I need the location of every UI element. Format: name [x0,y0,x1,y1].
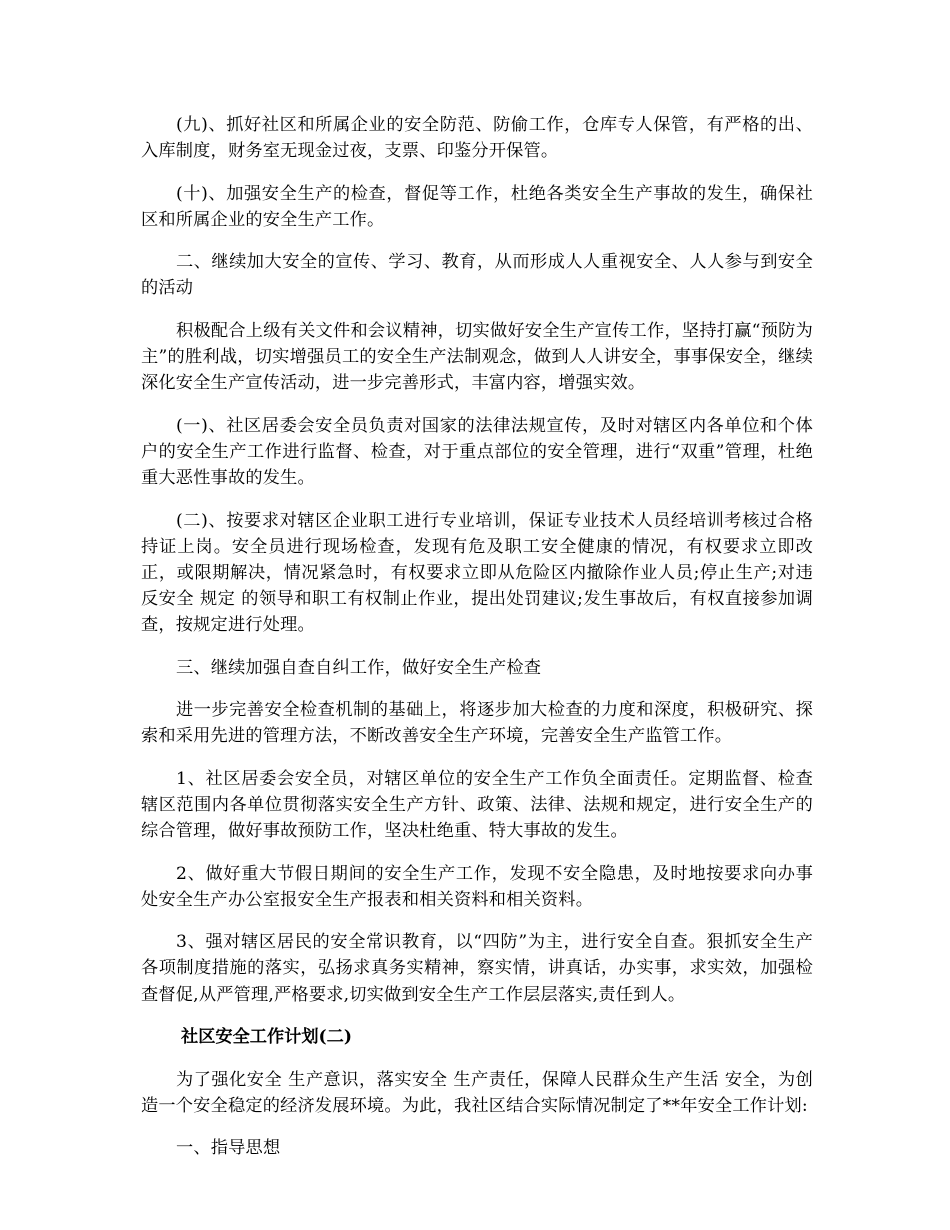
section-heading-3: 三、继续加强自查自纠工作，做好安全生产检查 [176,657,542,678]
document-section-title: 社区安全工作计划(二) [181,1027,352,1048]
paragraph-item-10: (十)、加强安全生产的检查，督促等工作，杜绝各类安全生产事故的发生，确保社区和所属企业的安全生产工作。 [141,183,813,230]
paragraph-inspection: 进一步完善安全检查机制的基础上，将逐步加大检查的力度和深度，积极研究、探索和采用先进的管理方法，不断改善安全生产环境，完善安全生产监管工作。 [141,700,813,747]
paragraph-item-1: (一)、社区居委会安全员负责对国家的法律法规宣传，及时对辖区内各单位和个体户的安全生产工作进行监督、检查，对于重点部位的安全管理，进行“双重”管理，杜绝重大恶性事故的发生。 [141,415,813,489]
paragraph-point-2: 2、做好重大节假日期间的安全生产工作，发现不安全隐患，及时地按要求向办事处安全生产办公室报安全生产报表和相关资料和相关资料。 [141,863,813,910]
section-heading-guiding-thought: 一、指导思想 [176,1138,281,1159]
paragraph-item-2: (二)、按要求对辖区企业职工进行专业培训，保证专业技术人员经培训考核过合格持证上岗。安全员进行现场检查，发现有危及职工安全健康的情况，有权要求立即改正，或限期解决，情况紧急时，有权要求立即从危险区内撤除作业人员;停止生产;对违反安全 规定 的领导和职工有权制止作业，提出处罚建议;发生事故后，有权直接参加调查，按规定进行处理。 [141,510,813,635]
section-heading-2: 二、继续加大安全的宣传、学习、教育，从而形成人人重视安全、人人参与到安全的活动 [141,252,813,299]
document-page [141,112,813,1178]
paragraph-propaganda: 积极配合上级有关文件和会议精神，切实做好安全生产宣传工作，坚持打赢“预防为主”的胜利战，切实增强员工的安全生产法制观念，做到人人讲安全，事事保安全，继续深化安全生产宣传活动，进一步完善形式，丰富内容，增强实效。 [141,321,813,394]
paragraph-item-9: (九)、抓好社区和所属企业的安全防范、防偷工作，仓库专人保管，有严格的出、入库制度，财务室无现金过夜，支票、印鉴分开保管。 [141,115,813,162]
paragraph-intro: 为了强化安全 生产意识，落实安全 生产责任，保障人民群众生产生活 安全，为创造一个安全稳定的经济发展环境。为此，我社区结合实际情况制定了**年安全工作计划: [141,1069,813,1116]
paragraph-point-1: 1、社区居委会安全员，对辖区单位的安全生产工作负全面责任。定期监督、检查辖区范围内各单位贯彻落实安全生产方针、政策、法律、法规和规定，进行安全生产的综合管理，做好事故预防工作，坚决杜绝重、特大事故的发生。 [141,768,813,842]
paragraph-point-3: 3、强对辖区居民的安全常识教育，以“四防”为主，进行安全自查。狠抓安全生产各项制度措施的落实，弘扬求真务实精神，察实情，讲真话，办实事，求实效，加强检查督促,从严管理,严格要求,切实做到安全生产工作层层落实,责任到人。 [141,932,813,1005]
